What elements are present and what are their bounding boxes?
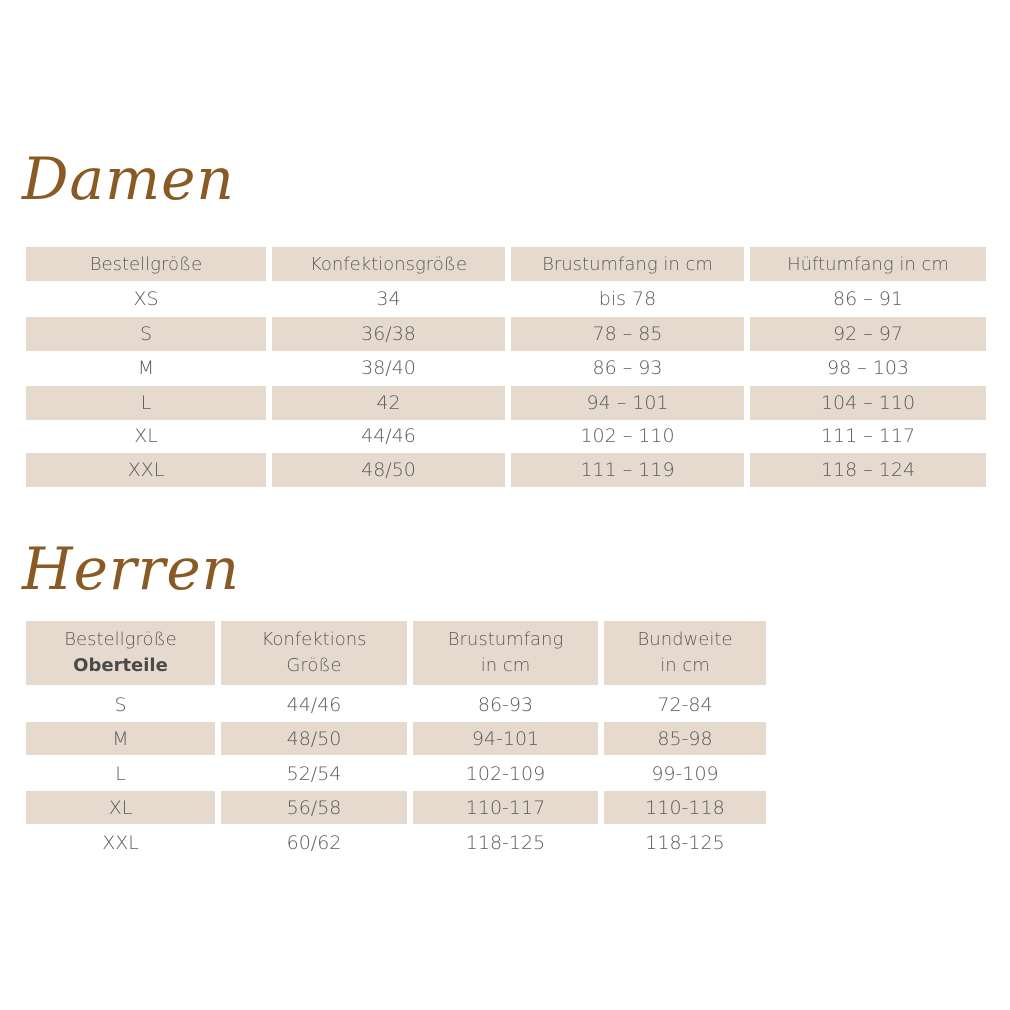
table-cell: 48/50 — [221, 722, 407, 755]
table-row — [26, 722, 766, 755]
table-cell: 34 — [376, 288, 401, 310]
table-cell: 52/54 — [286, 762, 342, 785]
table-cell: 60/62 — [286, 831, 342, 854]
table-row — [26, 757, 766, 790]
damen-header-cell: Brustumfang in cm — [511, 247, 744, 281]
header-line: Bundweite — [637, 629, 733, 650]
table-cell: 99-109 — [651, 762, 719, 785]
table-row — [26, 688, 766, 721]
table-row — [26, 351, 986, 385]
table-row — [26, 791, 766, 824]
table-cell: bis 78 — [598, 288, 657, 310]
herren-header-cell — [221, 621, 407, 685]
table-cell: 72-84 — [657, 693, 713, 716]
table-cell: M — [137, 357, 155, 379]
damen-size-table — [26, 247, 986, 487]
table-cell: 78 – 85 — [511, 317, 744, 351]
table-cell: 118 – 124 — [750, 453, 986, 487]
table-cell: 102 – 110 — [580, 425, 675, 447]
damen-title: Damen — [22, 145, 235, 213]
herren-size-table — [26, 621, 766, 861]
table-cell: 44/46 — [286, 693, 342, 716]
table-cell: 104 – 110 — [750, 386, 986, 420]
table-cell: 42 — [272, 386, 505, 420]
table-cell: 102-109 — [465, 762, 546, 785]
header-line: Konfektions — [261, 629, 367, 650]
table-cell: 85-98 — [604, 722, 766, 755]
table-cell: 36/38 — [272, 317, 505, 351]
header-line-bold: Oberteile — [73, 655, 168, 676]
damen-header-cell: Bestellgröße — [26, 247, 266, 281]
table-cell: 111 – 119 — [511, 453, 744, 487]
header-line: in cm — [480, 655, 531, 676]
table-cell: 118-125 — [465, 831, 546, 854]
table-cell: S — [114, 693, 127, 716]
header-line: Brustumfang — [447, 629, 564, 650]
damen-header-row — [26, 247, 986, 281]
table-cell: 44/46 — [361, 425, 416, 447]
table-cell: 94 – 101 — [511, 386, 744, 420]
table-cell: M — [26, 722, 215, 755]
table-cell: XL — [26, 791, 215, 824]
herren-title: Herren — [22, 535, 241, 603]
herren-header-cell — [413, 621, 598, 685]
table-cell: 92 – 97 — [750, 317, 986, 351]
table-cell: XXL — [26, 453, 266, 487]
table-cell: XXL — [102, 831, 139, 854]
table-cell: XL — [134, 425, 158, 447]
table-cell: L — [26, 386, 266, 420]
table-cell: 118-125 — [645, 831, 725, 854]
table-row — [26, 282, 986, 316]
header-line: in cm — [660, 655, 710, 676]
herren-header-cell — [604, 621, 766, 685]
damen-header-cell: Hüftumfang in cm — [750, 247, 986, 281]
table-row — [26, 317, 986, 351]
table-row — [26, 826, 766, 859]
table-cell: XS — [133, 288, 159, 310]
table-cell: 111 – 117 — [820, 425, 916, 447]
damen-header-cell: Konfektionsgröße — [272, 247, 505, 281]
table-cell: 48/50 — [272, 453, 505, 487]
table-cell: 38/40 — [361, 357, 416, 379]
table-cell: S — [26, 317, 266, 351]
header-line: Größe — [286, 655, 342, 676]
table-cell: 86 – 93 — [592, 357, 663, 379]
herren-header-row — [26, 621, 766, 685]
herren-header-cell — [26, 621, 215, 685]
table-row — [26, 386, 986, 420]
table-cell: 56/58 — [221, 791, 407, 824]
table-cell: L — [115, 762, 126, 785]
table-row — [26, 453, 986, 487]
table-cell: 86-93 — [477, 693, 534, 716]
table-row — [26, 419, 986, 453]
table-cell: 98 – 103 — [826, 357, 910, 379]
table-cell: 110-117 — [413, 791, 598, 824]
header-line: Bestellgröße — [64, 629, 177, 650]
table-cell: 94-101 — [413, 722, 598, 755]
table-cell: 86 – 91 — [833, 288, 903, 310]
table-cell: 110-118 — [604, 791, 766, 824]
